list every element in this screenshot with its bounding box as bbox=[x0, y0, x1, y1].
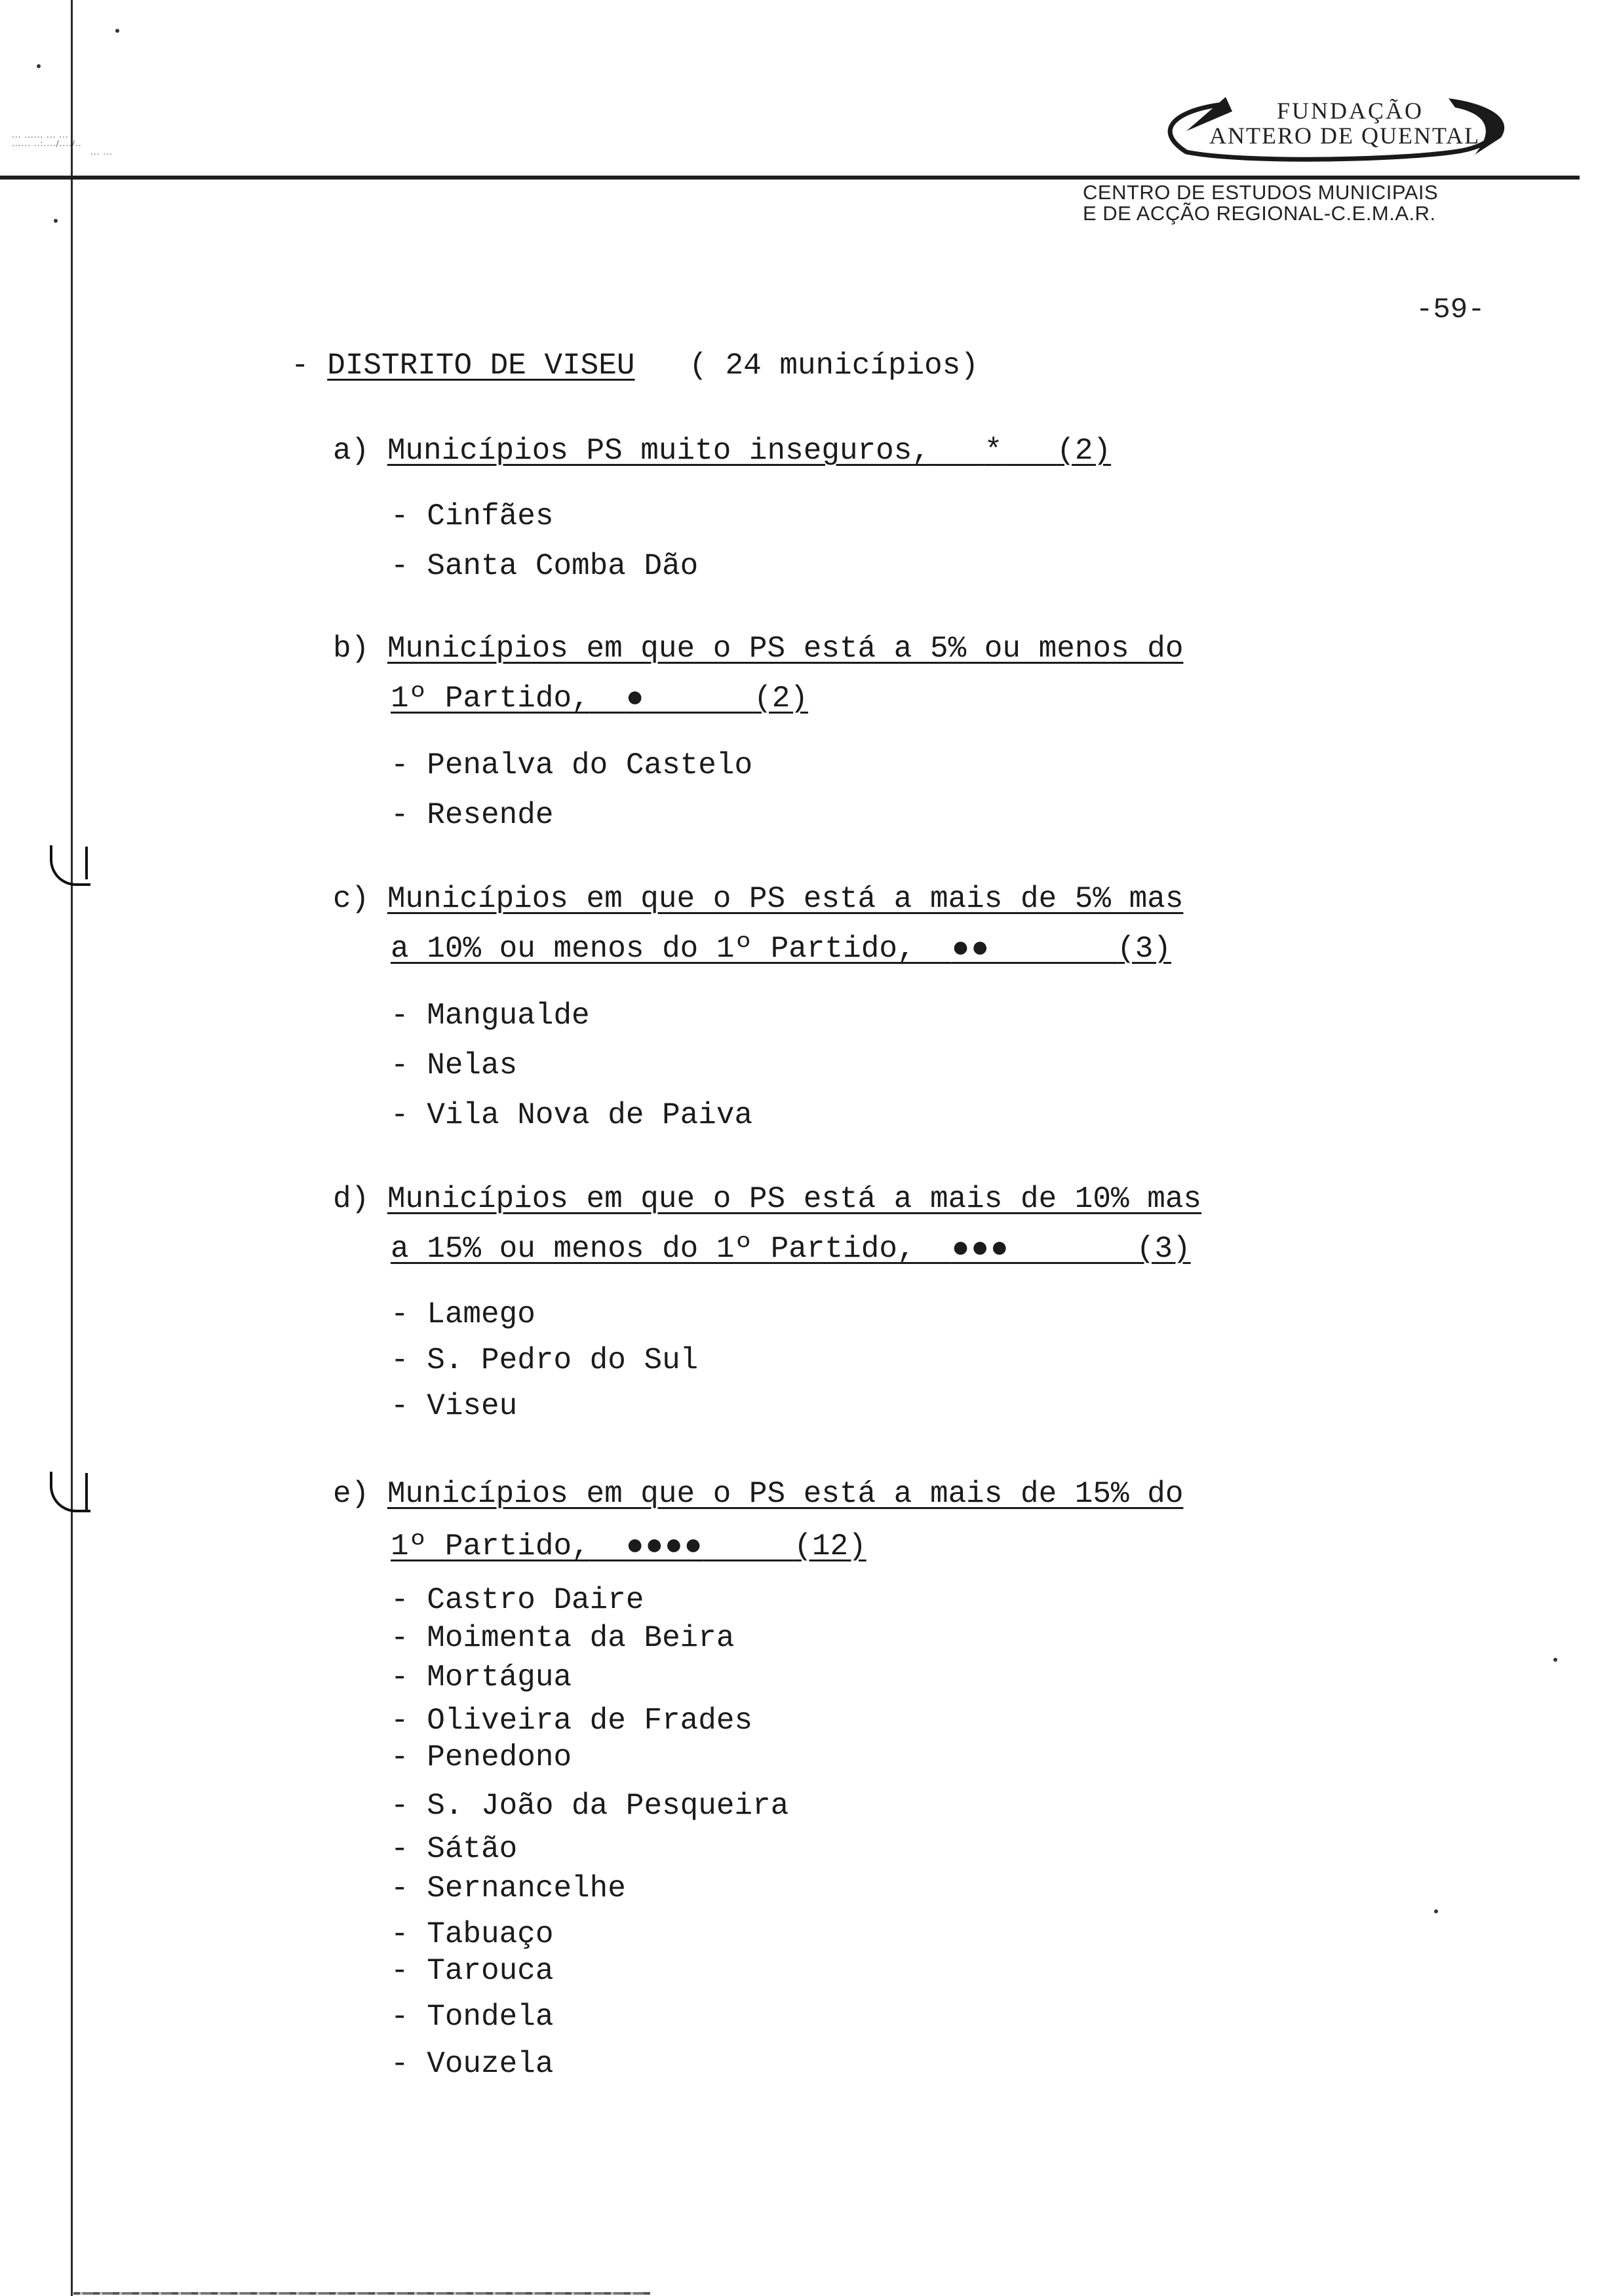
section-c-heading-line2 bbox=[391, 930, 1171, 967]
archive-stamp bbox=[12, 131, 113, 157]
scan-speck bbox=[1553, 1658, 1557, 1662]
section-marker: ●●●● bbox=[625, 1529, 704, 1563]
section-title-text: Municípios em que o PS está a mais de 10% mas bbox=[387, 1182, 1202, 1216]
section-e-heading-line2 bbox=[391, 1528, 866, 1565]
section-marker: ●●● bbox=[951, 1232, 1010, 1266]
list-item: - Viseu bbox=[391, 1389, 518, 1423]
logo-text-fundacao: FUNDAÇÃO bbox=[1276, 98, 1424, 124]
district-title: DISTRITO DE VISEU bbox=[327, 349, 635, 383]
section-title-line2 bbox=[391, 1529, 866, 1563]
list-item: - Tarouca bbox=[391, 1954, 554, 1988]
logo-text-antero-de-quental: ANTERO DE QUENTAL bbox=[1209, 123, 1481, 149]
section-count: (3) bbox=[1117, 932, 1172, 966]
section-count: (3) bbox=[1136, 1232, 1191, 1266]
header-rule bbox=[0, 176, 1580, 180]
scan-speck bbox=[115, 29, 119, 33]
list-item: - Vouzela bbox=[391, 2047, 554, 2081]
archive-stamp-line: ... ... bbox=[90, 147, 113, 157]
list-item: - Nelas bbox=[391, 1048, 518, 1082]
section-title bbox=[387, 434, 1111, 468]
section-title-text: 1º Partido, bbox=[391, 1529, 590, 1563]
district-prefix: - bbox=[291, 349, 328, 383]
section-title-line2 bbox=[391, 1232, 1191, 1266]
section-marker: ● bbox=[625, 681, 646, 716]
section-title-text: Municípios PS muito inseguros, bbox=[387, 434, 930, 468]
list-item: - S. João da Pesqueira bbox=[391, 1789, 789, 1823]
list-item: - Mangualde bbox=[391, 999, 590, 1033]
list-item: - Resende bbox=[391, 798, 554, 832]
section-c-heading bbox=[333, 881, 1183, 917]
section-title-text: a 15% ou menos do 1º Partido, bbox=[391, 1232, 916, 1266]
archive-stamp-line: ... ...... ... ... bbox=[12, 130, 69, 140]
foundation-logo bbox=[1147, 92, 1514, 164]
scan-speck bbox=[1434, 1909, 1438, 1913]
section-title-text: 1º Partido, bbox=[391, 681, 590, 716]
list-item: - Cinfães bbox=[391, 499, 554, 533]
section-count: (2) bbox=[1057, 434, 1112, 468]
page-number: -59- bbox=[1416, 294, 1485, 326]
list-item: - Sátão bbox=[391, 1832, 518, 1866]
section-letter: e) bbox=[333, 1477, 370, 1511]
section-title-text: Municípios em que o PS está a mais de 5% mas bbox=[387, 882, 1184, 916]
section-letter: b) bbox=[333, 632, 370, 666]
section-title-text: Municípios em que o PS está a 5% ou menos do bbox=[387, 632, 1184, 666]
section-title-line2 bbox=[391, 932, 1171, 966]
section-title-line2 bbox=[391, 681, 808, 716]
section-b-heading bbox=[333, 630, 1183, 667]
section-letter: d) bbox=[333, 1182, 370, 1216]
binding-margin-line bbox=[71, 0, 73, 2296]
list-item: - Penedono bbox=[391, 1740, 572, 1774]
center-name bbox=[1083, 182, 1438, 224]
section-b-heading-line2 bbox=[391, 680, 808, 717]
district-heading bbox=[291, 347, 979, 384]
list-item: - Moimenta da Beira bbox=[391, 1621, 735, 1655]
section-count: (12) bbox=[794, 1529, 866, 1563]
margin-hook-mark bbox=[50, 1472, 90, 1512]
list-item: - Santa Comba Dão bbox=[391, 549, 699, 583]
section-title-text: a 10% ou menos do 1º Partido, bbox=[391, 932, 916, 966]
scan-speck bbox=[37, 64, 41, 68]
center-name-line1: CENTRO DE ESTUDOS MUNICIPAIS bbox=[1083, 181, 1439, 204]
section-marker: ●● bbox=[951, 932, 990, 966]
section-d-heading bbox=[333, 1181, 1201, 1217]
margin-hook-stem bbox=[85, 1473, 88, 1512]
section-title-text: Municípios em que o PS está a mais de 15% do bbox=[387, 1477, 1184, 1511]
list-item: - S. Pedro do Sul bbox=[391, 1343, 699, 1377]
section-count: (2) bbox=[754, 681, 808, 716]
section-a-heading bbox=[333, 432, 1111, 469]
scan-edge-mark bbox=[73, 2292, 650, 2295]
list-item: - Lamego bbox=[391, 1297, 535, 1331]
margin-hook-stem bbox=[85, 847, 88, 879]
scan-speck bbox=[54, 219, 58, 223]
district-count: ( 24 municípios) bbox=[689, 349, 979, 383]
list-item: - Vila Nova de Paiva bbox=[391, 1098, 753, 1132]
list-item: - Tabuaço bbox=[391, 1917, 554, 1951]
section-d-heading-line2 bbox=[391, 1231, 1191, 1267]
list-item: - Oliveira de Frades bbox=[391, 1704, 753, 1738]
section-letter: a) bbox=[333, 434, 370, 468]
list-item: - Castro Daire bbox=[391, 1583, 644, 1617]
center-name-line2: E DE ACÇÃO REGIONAL-C.E.M.A.R. bbox=[1083, 202, 1436, 225]
section-marker: * bbox=[984, 434, 1003, 468]
margin-hook-mark bbox=[50, 845, 90, 886]
list-item: - Penalva do Castelo bbox=[391, 748, 753, 782]
list-item: - Sernancelhe bbox=[391, 1871, 626, 1905]
archive-stamp-line: ...... ..:..../..../.. bbox=[12, 139, 82, 148]
list-item: - Tondela bbox=[391, 2000, 554, 2034]
list-item: - Mortágua bbox=[391, 1660, 572, 1694]
section-letter: c) bbox=[333, 882, 370, 916]
section-e-heading bbox=[333, 1476, 1183, 1512]
